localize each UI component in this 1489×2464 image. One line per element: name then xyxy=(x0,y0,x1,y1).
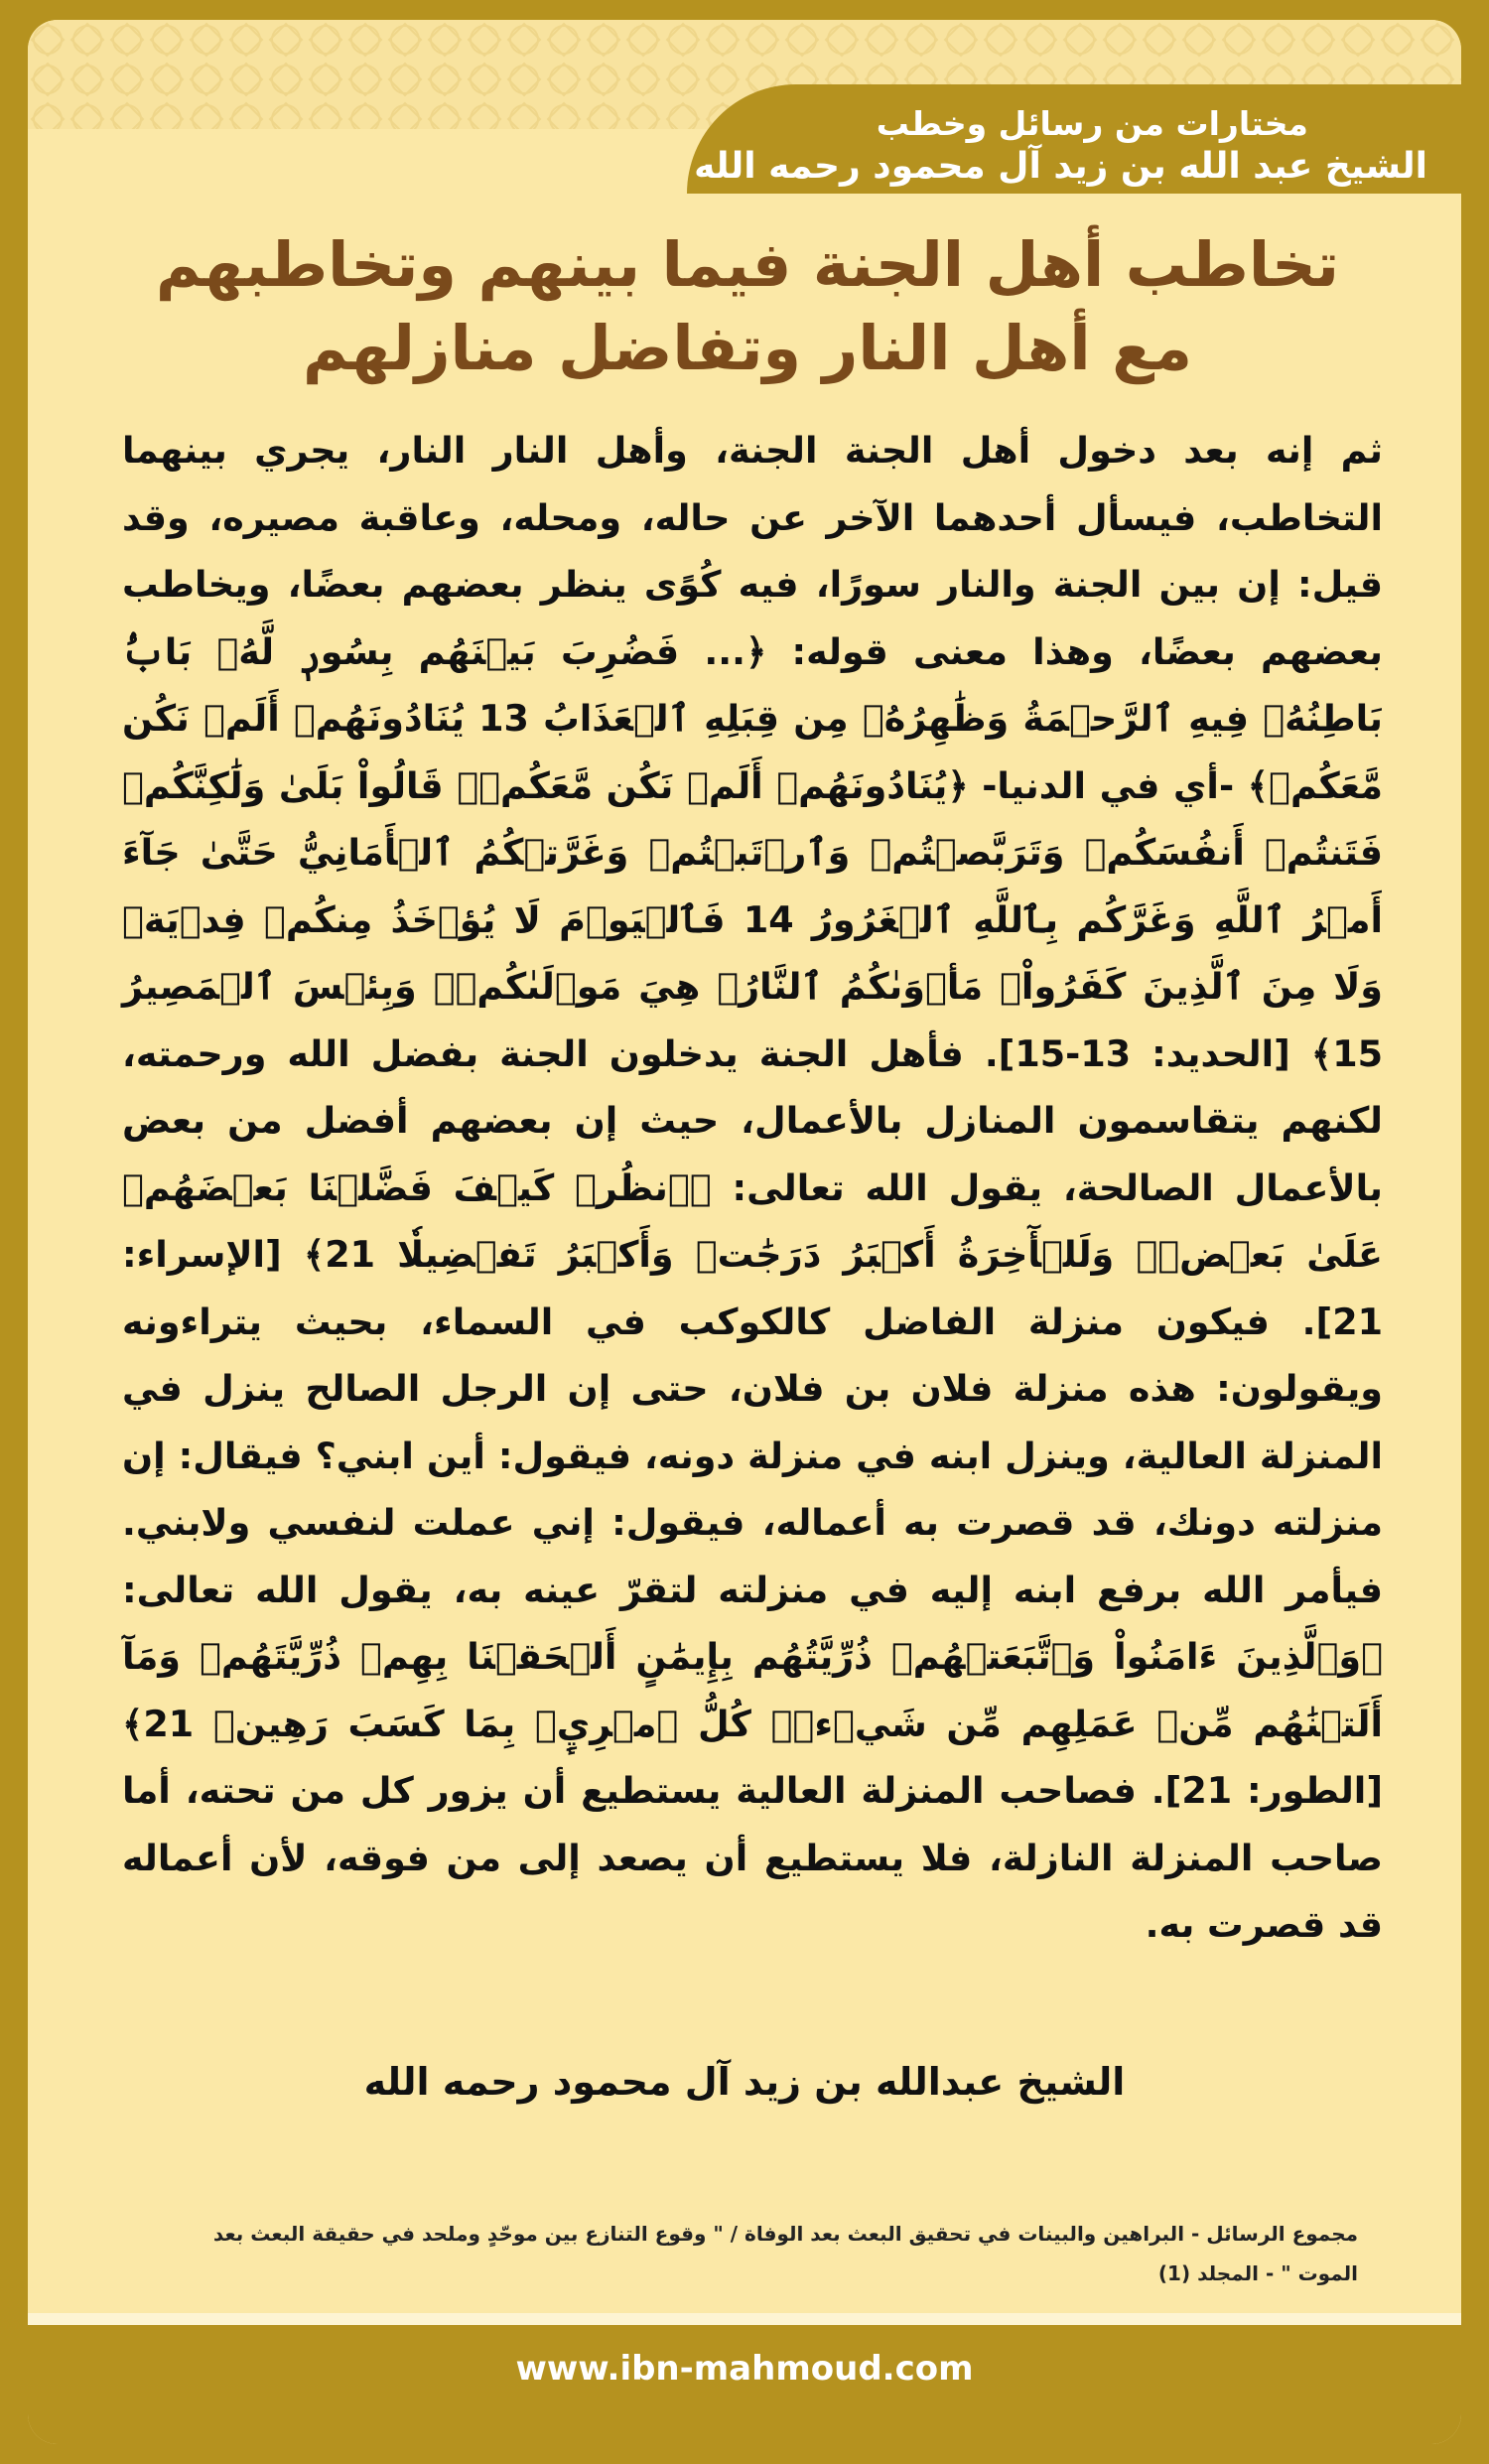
footer-bar xyxy=(28,2325,1461,2444)
article-body xyxy=(122,417,1383,1959)
website-link[interactable]: www.ibn-mahmoud.com xyxy=(515,2349,974,2389)
page-title: تخاطب أهل الجنة فيما بينهم وتخاطبهم مع أهل النار وتفاضل منازلهم xyxy=(155,228,1340,384)
header-series-title: مختارات من رسائل وخطب xyxy=(876,104,1308,143)
source-citation: مجموع الرسائل - البراهين والبينات في تحقيق البعث بعد الوفاة / " وقوع التنازع بين موحّدٍ وملحد في حقيقة البعث بعد الموت " - المجلد (1) xyxy=(212,2222,1358,2285)
footer-divider xyxy=(28,2313,1461,2325)
article-paragraph: ثم إنه بعد دخول أهل الجنة الجنة، وأهل النار النار، يجري بينهما التخاطب، فيسأل أحدهما الآخر عن حاله، ومحله، وعاقبة مصيره، وقد قيل: إن بين الجنة والنار سورًا، فيه كُوًى ينظر بعضهم بعضًا، ويخاطب بعضهم بعضًا، وهذا معنى قوله: ﴿... فَضُرِبَ بَيۡنَهُم بِسُورٖ لَّهُۥ بَابُۢ بَاطِنُهُۥ فِيهِ ٱلرَّحۡمَةُ وَظَٰهِرُهُۥ مِن قِبَلِهِ ٱلۡعَذَابُ 13 يُنَادُونَهُمۡ أَلَمۡ نَكُن مَّعَكُمۡ﴾ -أي في الدنيا- ﴿يُنَادُونَهُمۡ أَلَمۡ نَكُن مَّعَكُمۡۖ قَالُواْ بَلَىٰ وَلَٰكِنَّكُمۡ فَتَنتُمۡ أَنفُسَكُمۡ وَتَرَبَّصۡتُمۡ وَٱرۡتَبۡتُمۡ وَغَرَّتۡكُمُ ٱلۡأَمَانِيُّ حَتَّىٰ جَآءَ أَمۡرُ ٱللَّهِ وَغَرَّكُم بِٱللَّهِ ٱلۡغَرُورُ 14 فَٱلۡيَوۡمَ لَا يُؤۡخَذُ مِنكُمۡ فِدۡيَةٞ وَلَا مِنَ ٱلَّذِينَ كَفَرُواْۚ مَأۡوَىٰكُمُ ٱلنَّارُۖ هِيَ مَوۡلَىٰكُمۡۖ وَبِئۡسَ ٱلۡمَصِيرُ 15﴾ [الحديد: 13-15]. فأهل الجنة يدخلون الجنة بفضل الله ورحمته، لكنهم يتقاسمون المنازل بالأعمال، حيث إن بعضهم أفضل من بعض بالأعمال الصالحة، يقول الله تعالى: ﴿ٱنظُرۡ كَيۡفَ فَضَّلۡنَا بَعۡضَهُمۡ عَلَىٰ بَعۡضٖۚ وَلَلۡأٓخِرَةُ أَكۡبَرُ دَرَجَٰتٖ وَأَكۡبَرُ تَفۡضِيلٗا 21﴾ [الإسراء: 21]. فيكون منزلة الفاضل كالكوكب في السماء، بحيث يتراءونه ويقولون: هذه منزلة فلان بن فلان، حتى إن الرجل الصالح ينزل في المنزلة العالية، وينزل ابنه في منزلة دونه، فيقول: أين ابني؟ فيقال: إن منزلته دونك، قد قصرت به أعماله، فيقول: إني عملت لنفسي ولابني. فيأمر الله برفع ابنه إليه في منزلته لتقرّ عينه به، يقول الله تعالى: ﴿وَٱلَّذِينَ ءَامَنُواْ وَٱتَّبَعَتۡهُمۡ ذُرِّيَّتُهُم بِإِيمَٰنٍ أَلۡحَقۡنَا بِهِمۡ ذُرِّيَّتَهُمۡ وَمَآ أَلَتۡنَٰهُم مِّنۡ عَمَلِهِم مِّن شَيۡءٖۚ كُلُّ ٱمۡرِيِٕۭ بِمَا كَسَبَ رَهِينٞ 21﴾ [الطور: 21]. فصاحب المنزلة العالية يستطيع أن يزور كل من تحته، أما صاحب المنزلة النازلة، فلا يستطيع أن يصعد إلى من فوقه، لأن أعماله قد قصرت به. xyxy=(122,429,1384,1946)
page-card xyxy=(28,20,1461,2444)
author-signature: الشيخ عبدالله بن زيد آل محمود رحمه الله xyxy=(363,2060,1126,2104)
header-badge xyxy=(687,84,1461,194)
header-author: الشيخ عبد الله بن زيد آل محمود رحمه الله xyxy=(694,146,1427,187)
